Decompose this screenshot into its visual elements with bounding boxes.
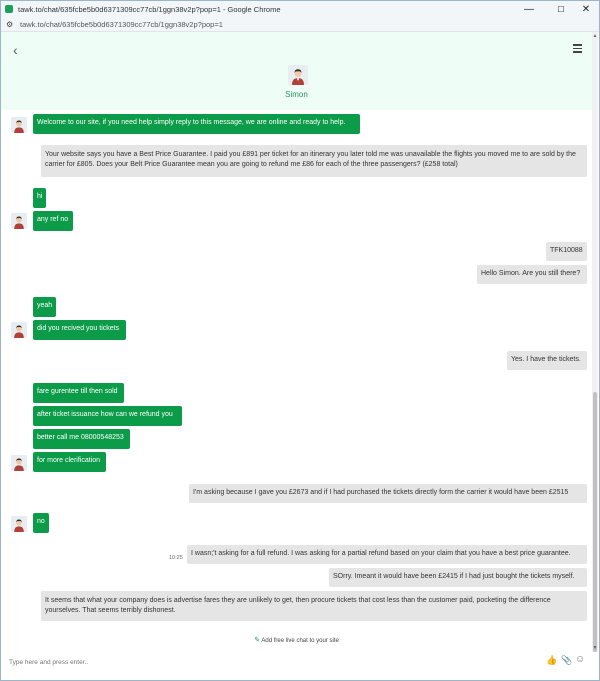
visitor-message: TFK10088: [546, 242, 587, 261]
scrollbar-thumb[interactable]: [593, 392, 597, 652]
visitor-message: Yes. I have the tickets.: [507, 351, 587, 370]
message-list: [1, 110, 592, 630]
scroll-down-arrow-icon[interactable]: ▼: [592, 645, 598, 651]
thumbs-up-icon[interactable]: 👍: [546, 655, 558, 665]
visitor-message: I'm asking because I gave you £2673 and if I had purchased the tickets directly form the carrier it would have been £2515: [189, 484, 587, 503]
favicon-icon: [5, 5, 13, 13]
address-url[interactable]: tawk.to/chat/635fcbe5b0d6371309cc77cb/1ggn38v2p?pop=1: [20, 19, 223, 29]
scroll-up-arrow-icon[interactable]: ▲: [592, 33, 598, 39]
agent-message: did you recived you tickets: [33, 320, 126, 340]
visitor-message: SOrry. Imeant it would have been £2415 if I had just bought the tickets myself.: [329, 568, 587, 587]
maximize-button[interactable]: ☐: [557, 4, 565, 14]
window-title: tawk.to/chat/635fcbe5b0d6371309cc77cb/1ggn38v2p?pop=1 - Google Chrome: [18, 4, 281, 14]
agent-avatar-icon: [11, 455, 27, 471]
agent-name: Simon: [285, 90, 308, 99]
agent-message: hi: [33, 188, 46, 208]
attachment-icon[interactable]: 📎: [561, 655, 573, 665]
emoji-icon[interactable]: ☺: [575, 654, 586, 665]
chat-header: [1, 32, 592, 110]
site-settings-icon[interactable]: ⚙: [6, 19, 14, 29]
agent-avatar-icon: [11, 213, 27, 229]
agent-avatar-icon: [11, 117, 27, 133]
agent-message: Welcome to our site, if you need help simply reply to this message, we are online and ready to help.: [33, 114, 360, 134]
agent-message: no: [33, 513, 49, 533]
chat-footer: [1, 630, 592, 680]
agent-message: better call me 08000548253: [33, 429, 130, 449]
tawk-leaf-icon: ✎: [254, 637, 261, 644]
minimize-button[interactable]: —: [524, 3, 534, 15]
agent-avatar-icon: [11, 322, 27, 338]
message-input[interactable]: [9, 657, 509, 667]
chat-scrollbar[interactable]: [592, 32, 598, 652]
powered-by-text[interactable]: Add free live chat to your site: [261, 638, 339, 644]
agent-avatar-icon: [11, 516, 27, 532]
hamburger-menu-icon[interactable]: [573, 44, 582, 55]
visitor-message: Your website says you have a Best Price Guarantee. I paid you £891 per ticket for an itinerary you later told me was unavailable the flights you moved me to are sold by the carrier for £805. Does your Belt Price Guarantee mean you are going to refund me £86 for each of the three passengers? (£258 total): [41, 145, 587, 177]
agent-avatar-icon: [288, 65, 308, 85]
visitor-message: Hello Simon. Are you still there?: [477, 265, 587, 284]
agent-message: any ref no: [33, 211, 73, 231]
agent-message: for more clerification: [33, 452, 106, 472]
powered-by-link[interactable]: [1, 636, 592, 644]
agent-message: fare gurentee till then sold: [33, 383, 124, 403]
back-arrow-icon[interactable]: ‹: [13, 42, 18, 58]
address-bar: [1, 17, 599, 32]
visitor-message: It seems that what your company does is advertise fares they are unlikely to get, then procure tickets that cost less than the customer paid, pocketing the difference yourselves. That seems terribly dishonest.: [41, 591, 587, 621]
message-timestamp: 10:25: [169, 555, 183, 561]
visitor-message: I wasn;'t asking for a full refund. I was asking for a partial refund based on your claim that you have a best price guarantee.: [187, 545, 587, 564]
title-bar: [1, 1, 599, 17]
agent-message: yeah: [33, 297, 56, 317]
agent-message: after ticket issuance how can we refund you: [33, 406, 182, 426]
close-window-button[interactable]: ✕: [581, 3, 591, 15]
